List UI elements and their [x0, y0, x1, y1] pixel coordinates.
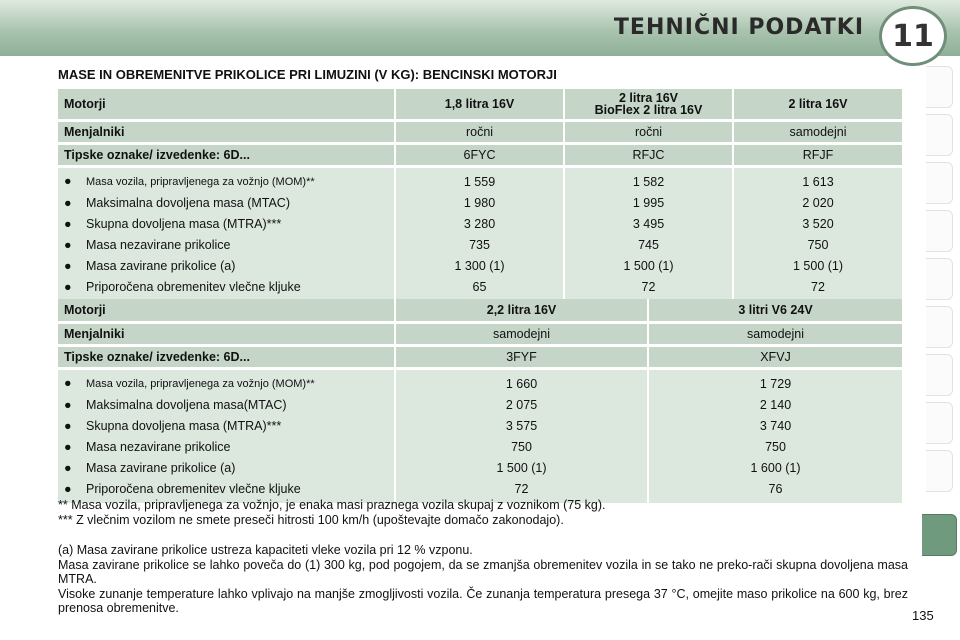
value-cell: 1 613	[802, 174, 834, 189]
engine-header: 2,2 litra 16V	[394, 299, 647, 321]
value-cell: 1 600 (1)	[750, 460, 801, 475]
type-value: XFVJ	[647, 347, 902, 367]
engine-header-text: 2 litra 16V BioFlex 2 litra 16V	[594, 91, 703, 117]
bullet-icon: ●	[64, 419, 72, 433]
bullet-icon: ●	[64, 174, 72, 188]
side-tab-active[interactable]	[922, 514, 957, 556]
list-item: ● Priporočena obremenitev vlečne kljuke	[64, 277, 388, 298]
list-item: ● Skupna dovoljena masa (MTRA)***	[64, 214, 388, 235]
section-title: MASE IN OBREMENITVE PRIKOLICE PRI LIMUZINI (V KG): BENCINSKI MOTORJI	[58, 67, 557, 82]
value-cell: 1 559	[463, 174, 496, 189]
value-cell: 76	[768, 481, 783, 496]
type-row	[58, 347, 902, 367]
bullet-icon: ●	[64, 217, 72, 231]
side-tabs	[926, 66, 960, 556]
bullet-icon: ●	[64, 482, 72, 496]
engine-header: 3 litri V6 24V	[647, 299, 902, 321]
value-cell: 3 495	[632, 216, 665, 231]
gearbox-row	[58, 122, 902, 142]
list-item: ● Skupna dovoljena masa (MTRA)***	[64, 416, 388, 437]
value-cell: 735	[469, 237, 490, 252]
engine-row	[58, 299, 902, 321]
type-value: RFJC	[563, 145, 732, 165]
value-cell: 2 020	[802, 195, 834, 210]
bullet-icon: ●	[64, 461, 72, 475]
engine-row	[58, 89, 902, 119]
chapter-title: TEHNIČNI PODATKI	[613, 15, 864, 40]
type-label: Tipske oznake/ izvedenke: 6D...	[58, 347, 394, 367]
chapter-number-badge: 11	[879, 6, 947, 66]
mass-values-col	[394, 370, 647, 503]
value-cell: 3 740	[759, 418, 792, 433]
note: (a) Masa zavirane prikolice ustreza kapaciteti vleke vozila pri 12 % vzponu.	[58, 543, 473, 557]
list-item: ● Priporočena obremenitev vlečne kljuke	[64, 479, 388, 500]
side-tab[interactable]	[926, 66, 953, 108]
mass-values-col	[647, 370, 902, 503]
bullet-icon: ●	[64, 238, 72, 252]
engine-label: Motorji	[58, 89, 394, 119]
list-item: ● Maksimalna dovoljena masa (MTAC)	[64, 193, 388, 214]
gearbox-label: Menjalniki	[58, 324, 394, 344]
list-item: ● Masa nezavirane prikolice	[64, 235, 388, 256]
mass-table-2	[58, 296, 902, 506]
side-tab[interactable]	[926, 402, 953, 444]
value-cell: 1 500 (1)	[792, 258, 844, 273]
engine-label: Motorji	[58, 299, 394, 321]
note: Visoke zunanje temperature lahko vplivajo na manjše zmogljivosti vozila. Če zunanja temperatura presega 37 °C, omejite maso prikolice na 600 kg, brez prenosa obremenitve.	[58, 586, 908, 615]
value-cell: 65	[472, 279, 487, 294]
side-tab[interactable]	[926, 114, 953, 156]
value-cell: 1 500 (1)	[496, 460, 547, 475]
engine-header: 2 litra 16V	[732, 89, 902, 119]
notes	[58, 543, 908, 616]
page-header	[0, 0, 960, 56]
side-tab[interactable]	[926, 258, 953, 300]
gearbox-value: samodejni	[647, 324, 902, 344]
footnote: ** Masa vozila, pripravljenega za vožnjo, je enaka masi praznega vozila skupaj z voznikom (75 kg).	[58, 498, 606, 512]
side-tab[interactable]	[926, 162, 953, 204]
gearbox-row	[58, 324, 902, 344]
bullet-icon: ●	[64, 280, 72, 294]
gearbox-value: samodejni	[732, 122, 902, 142]
gearbox-value: samodejni	[394, 324, 647, 344]
list-item: ● Masa nezavirane prikolice	[64, 437, 388, 458]
value-cell: 745	[638, 237, 659, 252]
value-cell: 1 660	[505, 376, 538, 391]
list-item: ● Masa zavirane prikolice (a)	[64, 458, 388, 479]
value-cell: 1 995	[632, 195, 665, 210]
value-cell: 750	[807, 237, 829, 252]
mass-values-col	[563, 168, 732, 301]
side-tab[interactable]	[926, 306, 953, 348]
engine-header: 1,8 litra 16V	[394, 89, 563, 119]
value-cell: 72	[514, 481, 529, 496]
value-cell: 1 582	[632, 174, 665, 189]
mass-values-col	[732, 168, 902, 301]
value-cell: 72	[811, 279, 825, 294]
value-cell: 1 500 (1)	[623, 258, 674, 273]
value-cell: 72	[641, 279, 656, 294]
gearbox-label: Menjalniki	[58, 122, 394, 142]
mass-values-col	[394, 168, 563, 301]
side-tab[interactable]	[926, 450, 953, 492]
footnote: *** Z vlečnim vozilom ne smete preseči hitrosti 100 km/h (upoštevajte domačo zakonodajo).	[58, 512, 564, 527]
value-cell: 1 300 (1)	[454, 258, 505, 273]
side-tab[interactable]	[926, 354, 953, 396]
list-item: ● Masa vozila, pripravljenega za vožnjo (MOM)**	[64, 171, 388, 193]
value-cell: 3 280	[463, 216, 496, 231]
footnotes	[58, 498, 908, 527]
type-row	[58, 145, 902, 165]
value-cell: 3 520	[802, 216, 834, 231]
type-value: RFJF	[732, 145, 902, 165]
mass-table-1	[58, 86, 902, 304]
list-item: ● Masa zavirane prikolice (a)	[64, 256, 388, 277]
type-label: Tipske oznake/ izvedenke: 6D...	[58, 145, 394, 165]
bullet-icon: ●	[64, 376, 72, 390]
value-cell: 750	[511, 439, 532, 454]
engine-header	[563, 89, 732, 119]
type-value: 6FYC	[394, 145, 563, 165]
mass-values-block	[58, 168, 902, 301]
gearbox-value: ročni	[563, 122, 732, 142]
mass-labels	[58, 370, 394, 503]
bullet-icon: ●	[64, 259, 72, 273]
value-cell: 2 140	[759, 397, 792, 412]
mass-values-block	[58, 370, 902, 503]
mass-labels	[58, 168, 394, 301]
bullet-icon: ●	[64, 440, 72, 454]
list-item: ● Masa vozila, pripravljenega za vožnjo (MOM)**	[64, 373, 388, 395]
page-number: 135	[912, 608, 934, 623]
type-value: 3FYF	[394, 347, 647, 367]
bullet-icon: ●	[64, 196, 72, 210]
bullet-icon: ●	[64, 398, 72, 412]
value-cell: 2 075	[505, 397, 538, 412]
note: Masa zavirane prikolice se lahko poveča do (1) 300 kg, pod pogojem, da se zmanjša obremenitev vozila in se tako ne preko-rači skupna dovoljena masa MTRA.	[58, 557, 908, 586]
value-cell: 1 729	[759, 376, 792, 391]
value-cell: 1 980	[463, 195, 496, 210]
list-item: ● Maksimalna dovoljena masa(MTAC)	[64, 395, 388, 416]
value-cell: 750	[765, 439, 786, 454]
gearbox-value: ročni	[394, 122, 563, 142]
value-cell: 3 575	[505, 418, 538, 433]
side-tab[interactable]	[926, 210, 953, 252]
